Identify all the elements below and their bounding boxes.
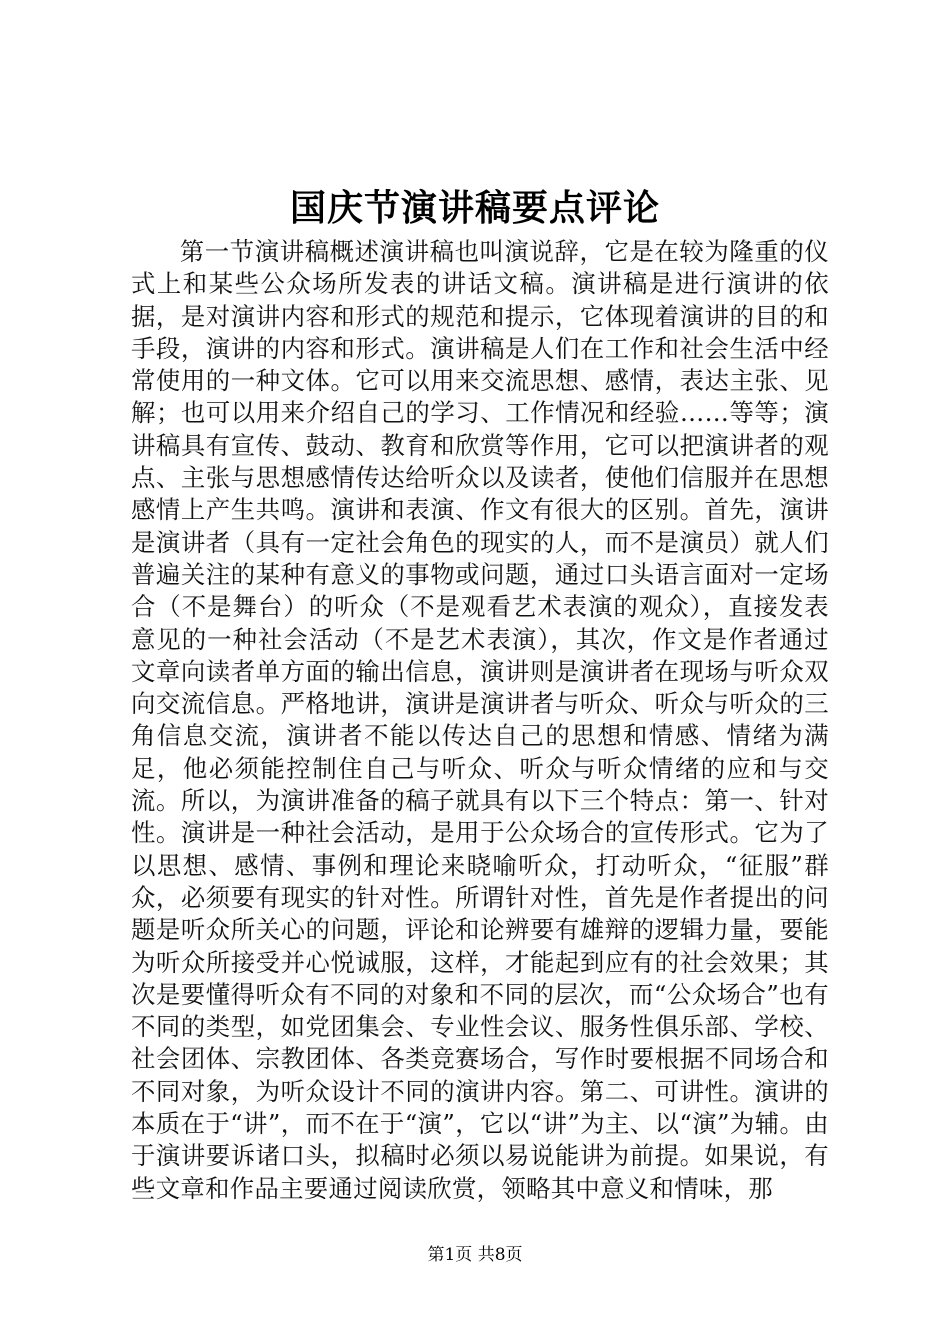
document-title: 国庆节演讲稿要点评论 (289, 187, 660, 229)
page-number-footer: 第1页 共8页 (427, 1245, 523, 1265)
document-body-paragraph: 第一节演讲稿概述演讲稿也叫演说辞，它是在较为隆重的仪式上和某些公众场所发表的讲话文稿。演讲稿是进行演讲的依据，是对演讲内容和形式的规范和提示，它体现着演讲的目的和手段，演讲的内容和形式。演讲稿是人们在工作和社会生活中经常使用的一种文体。它可以用来交流思想、感情，表达主张、见解；也可以用来介绍自己的学习、工作情况和经验……等等；演讲稿具有宣传、鼓动、教育和欣赏等作用，它可以把演讲者的观点、主张与思想感情传达给听众以及读者，使他们信服并在思想感情上产生共鸣。演讲和表演、作文有很大的区别。首先，演讲是演讲者（具有一定社会角色的现实的人，而不是演员）就人们普遍关注的某种有意义的事物或问题，通过口头语言面对一定场合（不是舞台）的听众（不是观看艺术表演的观众），直接发表意见的一种社会活动（不是艺术表演），其次，作文是作者通过文章向读者单方面的输出信息，演讲则是演讲者在现场与听众双向交流信息。严格地讲，演讲是演讲者与听众、听众与听众的三角信息交流，演讲者不能以传达自己的思想和情感、情绪为满足，他必须能控制住自己与听众、听众与听众情绪的应和与交流。所以，为演讲准备的稿子就具有以下三个特点：第一、针对性。演讲是一种社会活动，是用于公众场合的宣传形式。它为了以思想、感情、事例和理论来晓喻听众，打动听众，“征服”群众，必须要有现实的针对性。所谓针对性，首先是作者提出的问题是听众所关心的问题，评论和论辨要有雄辩的逻辑力量，要能为听众所接受并心悦诚服，这样，才能起到应有的社会效果；其次是要懂得听众有不同的对象和不同的层次，而“公众场合”也有不同的类型，如党团集会、专业性会议、服务性俱乐部、学校、社会团体、宗教团体、各类竞赛场合，写作时要根据不同场合和不同对象，为听众设计不同的演讲内容。第二、可讲性。演讲的本质在于“讲”，而不在于“演”，它以“讲”为主、以“演”为辅。由于演讲要诉诸口头，拟稿时必须以易说能讲为前提。如果说，有些文章和作品主要通过阅读欣赏，领略其中意义和情味，那 (131, 237, 829, 1203)
